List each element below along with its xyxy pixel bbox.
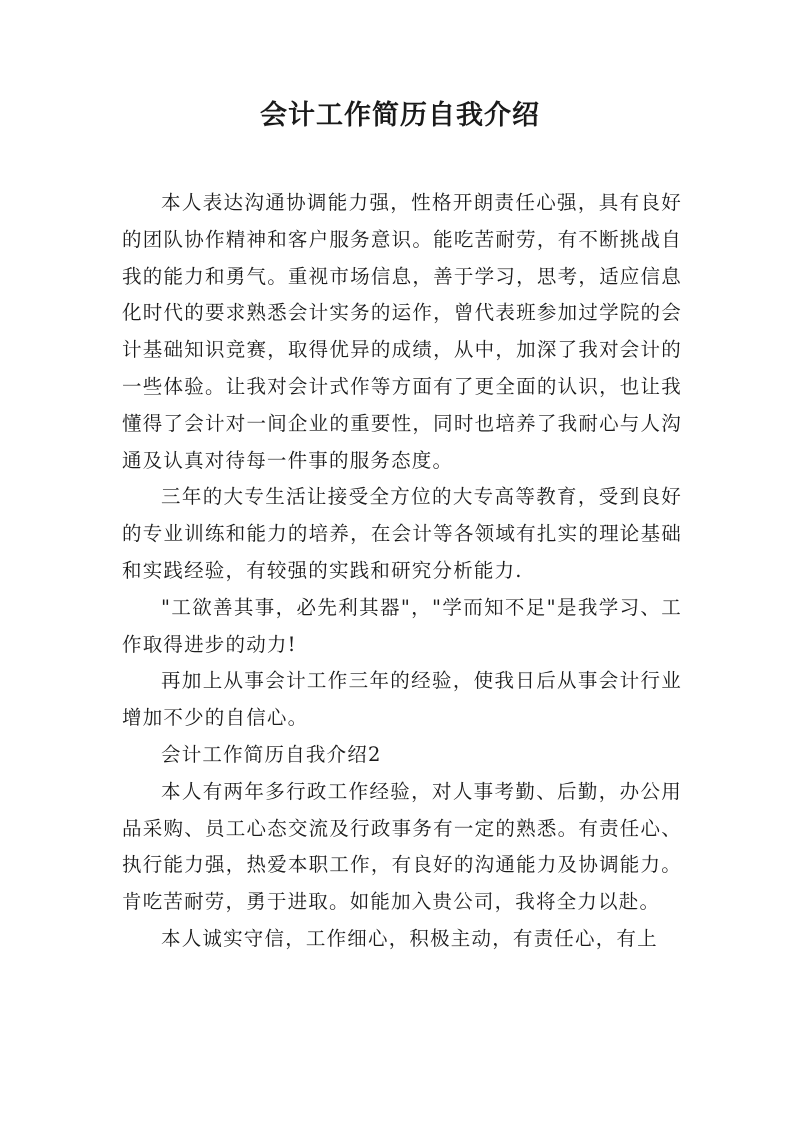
document-title: 会计工作简历自我介绍 bbox=[260, 100, 540, 131]
paragraph-4: 再加上从事会计工作三年的经验，使我日后从事会计行业增加不少的自信心。 bbox=[122, 669, 682, 730]
paragraph-5: 本人有两年多行政工作经验，对人事考勤、后勤，办公用品采购、员工心态交流及行政事务有一定的熟悉。有责任心、执行能力强，热爱本职工作，有良好的沟通能力及协调能力。肯吃苦耐劳，勇于进取。如能加入贵公司，我将全力以赴。 bbox=[122, 779, 682, 914]
document-body bbox=[122, 185, 682, 958]
paragraph-2: 三年的大专生活让接受全方位的大专高等教育，受到良好的专业训练和能力的培养，在会计等各领域有扎实的理论基础和实践经验，有较强的实践和研究分析能力. bbox=[122, 485, 682, 582]
paragraph-3: "工欲善其事，必先利其器"，"学而知不足"是我学习、工作取得进步的动力! bbox=[122, 595, 682, 656]
paragraph-6: 本人诚实守信，工作细心，积极主动，有责任心，有上 bbox=[161, 926, 658, 950]
section-heading-2: 会计工作简历自我介绍2 bbox=[161, 742, 382, 766]
paragraph-1: 本人表达沟通协调能力强，性格开朗责任心强，具有良好的团队协作精神和客户服务意识。能吃苦耐劳，有不断挑战自我的能力和勇气。重视市场信息，善于学习，思考，适应信息化时代的要求熟悉会计实务的运作，曾代表班参加过学院的会计基础知识竞赛，取得优异的成绩，从中，加深了我对会计的一些体验。让我对会计式作等方面有了更全面的认识，也让我懂得了会计对一间企业的重要性，同时也培养了我耐心与人沟通及认真对待每一件事的服务态度。 bbox=[122, 191, 682, 472]
